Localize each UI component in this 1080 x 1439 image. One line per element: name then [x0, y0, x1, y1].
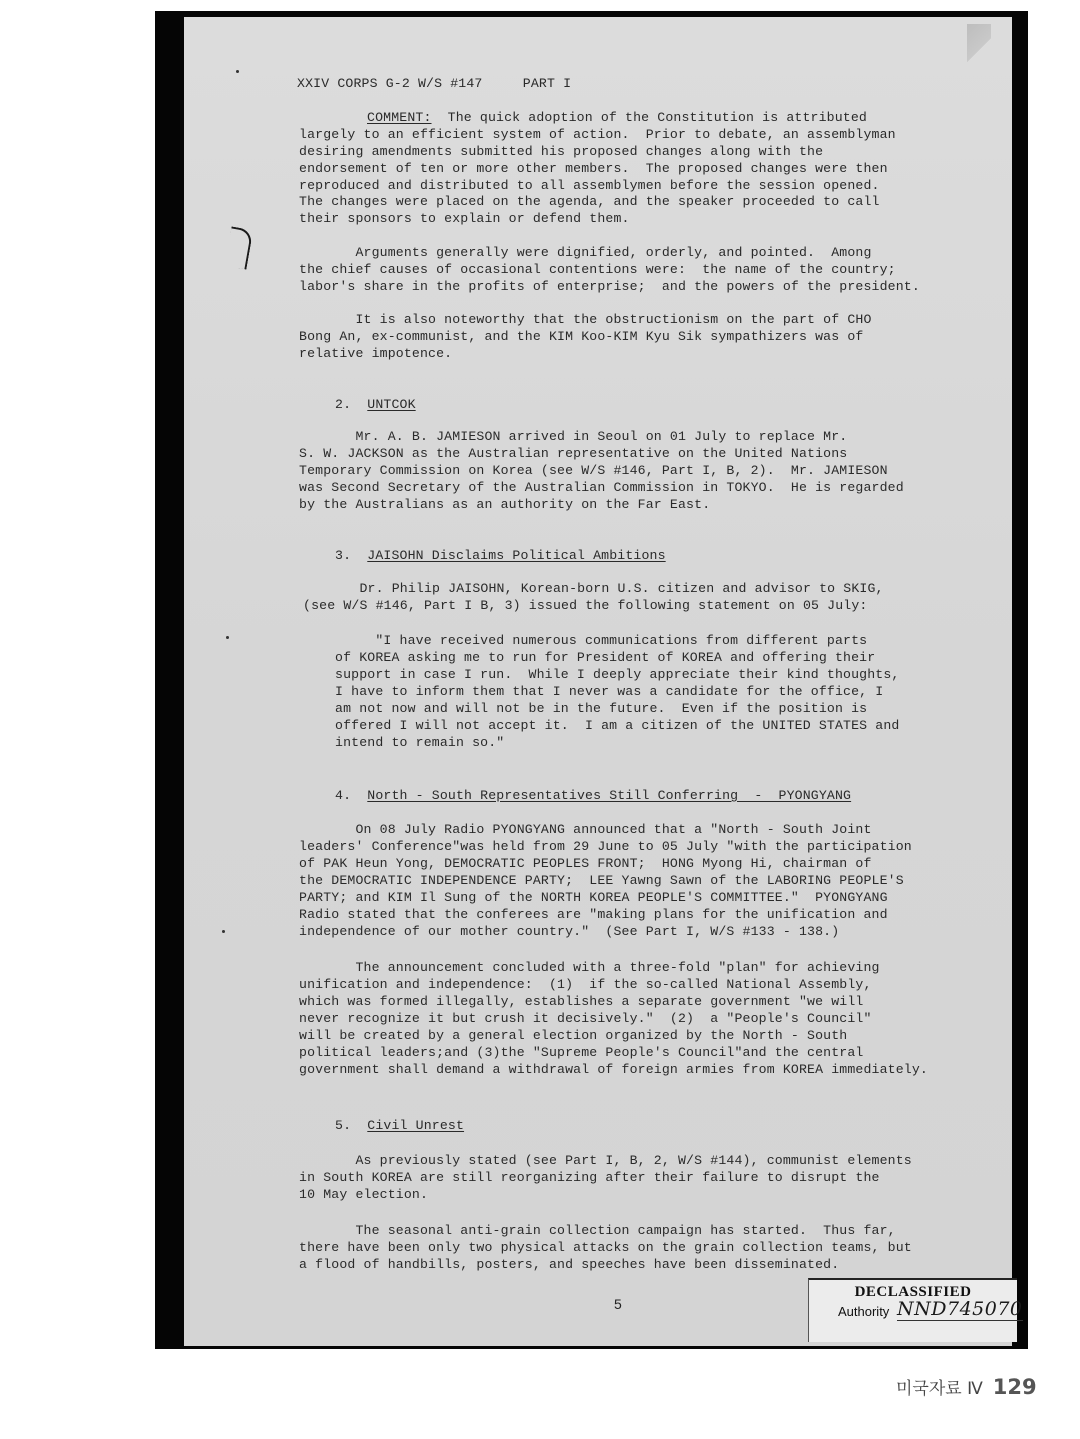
document-page-number: 5	[614, 1296, 622, 1312]
comment-line: desiring amendments submitted his proposed changes along with the	[299, 144, 824, 159]
section-2-line: was Second Secretary of the Australian Commission in TOKYO. He is regarded	[299, 480, 904, 495]
section-title: Civil Unrest	[367, 1118, 465, 1133]
section-2-line: Mr. A. B. JAMIESON arrived in Seoul on 01 July to replace Mr.	[299, 429, 848, 444]
comment-line: endorsement of ten or more other members. The proposed changes were then	[299, 161, 888, 176]
section-4-line: The announcement concluded with a three-fold "plan" for achieving	[299, 960, 880, 975]
section-title: North - South Representatives Still Conferring - PYONGYANG	[367, 788, 852, 803]
section-title: UNTCOK	[367, 397, 416, 412]
section-4-line: which was formed illegally, establishes a separate government "we will	[299, 994, 864, 1009]
section-4-line: will be created by a general election organized by the North - South	[299, 1028, 848, 1043]
quote-line: "I have received numerous communications from different parts	[335, 633, 868, 648]
section-number: 3.	[335, 548, 352, 563]
speck	[236, 70, 239, 73]
section-4-line: of PAK Heun Yong, DEMOCRATIC PEOPLES FRONT; HONG Myong Hi, chairman of	[299, 856, 872, 871]
arguments-line: Arguments generally were dignified, orderly, and pointed. Among	[299, 245, 872, 260]
stamp-title: DECLASSIFIED	[854, 1284, 972, 1300]
noteworthy-line: It is also noteworthy that the obstructionism on the part of CHO	[299, 312, 872, 327]
section-4-line: independence of our mother country." (See Part I, W/S #133 - 138.)	[299, 924, 840, 939]
quote-line: am not now and will not be in the future. Even if the position is	[335, 701, 868, 716]
quote-line: of KOREA asking me to run for President of KOREA and offering their	[335, 650, 876, 665]
section-4-line: Radio stated that the conferees are "making plans for the unification and	[299, 907, 888, 922]
book-footer-title: 미국자료 Ⅳ	[896, 1379, 983, 1399]
section-5-line: there have been only two physical attacks on the grain collection teams, but	[299, 1240, 912, 1255]
quote-line: I have to inform them that I never was a candidate for the office, I	[335, 684, 884, 699]
section-5-heading	[335, 1118, 464, 1135]
section-3-heading	[335, 548, 666, 565]
comment-line: The changes were placed on the agenda, and the speaker proceeded to call	[299, 194, 880, 209]
declassified-stamp	[808, 1278, 1023, 1342]
section-4-line: leaders' Conference"was held from 29 June to 05 July "with the participation	[299, 839, 912, 854]
speck	[226, 636, 229, 639]
section-4-line: PARTY; and KIM Il Sung of the NORTH KOREA PEOPLE'S COMMITTEE." PYONGYANG	[299, 890, 888, 905]
section-2-line: Temporary Commission on Korea (see W/S #146, Part I, B, 2). Mr. JAMIESON	[299, 463, 888, 478]
section-4-line: the DEMOCRATIC INDEPENDENCE PARTY; LEE Yawng Sawn of the LABORING PEOPLE'S	[299, 873, 904, 888]
stamp-authority-value: NND745070	[897, 1298, 1023, 1320]
comment-label-text: COMMENT:	[367, 110, 432, 125]
quote-line: support in case I run. While I deeply appreciate their kind thoughts,	[335, 667, 900, 682]
quote-line: offered I will not accept it. I am a citizen of the UNITED STATES and	[335, 718, 900, 733]
quote-line: intend to remain so."	[335, 735, 505, 750]
section-number: 5.	[335, 1118, 352, 1133]
book-page-number: 129	[992, 1375, 1037, 1399]
section-4-line: unification and independence: (1) if the so-called National Assembly,	[299, 977, 872, 992]
section-5-line: The seasonal anti-grain collection campaign has started. Thus far,	[299, 1223, 896, 1238]
comment-line: The quick adoption of the Constitution is attributed	[431, 110, 867, 125]
arguments-line: labor's share in the profits of enterprise; and the powers of the president.	[299, 279, 920, 294]
arguments-line: the chief causes of occasional contentions were: the name of the country;	[299, 262, 896, 277]
document-header: XXIV CORPS G-2 W/S #147 PART I	[297, 76, 572, 91]
section-2-line: by the Australians as an authority on the Far East.	[299, 497, 711, 512]
section-2-line: S. W. JACKSON as the Australian representative on the United Nations	[299, 446, 848, 461]
section-number: 4.	[335, 788, 352, 803]
noteworthy-line: relative impotence.	[299, 346, 453, 361]
noteworthy-line: Bong An, ex-communist, and the KIM Koo-KIM Kyu Sik sympathizers was of	[299, 329, 864, 344]
comment-line: reproduced and distributed to all assemblymen before the session opened.	[299, 178, 880, 193]
section-number: 2.	[335, 397, 352, 412]
section-4-line: political leaders;and (3)the "Supreme People's Council"and the central	[299, 1045, 864, 1060]
section-3-line: (see W/S #146, Part I B, 3) issued the following statement on 05 July:	[303, 598, 868, 613]
section-5-line: 10 May election.	[299, 1187, 429, 1202]
comment-label	[367, 110, 867, 127]
section-4-line: government shall demand a withdrawal of foreign armies from KOREA immediately.	[299, 1062, 928, 1077]
section-4-line: On 08 July Radio PYONGYANG announced that a "North - South Joint	[299, 822, 872, 837]
comment-line: their sponsors to explain or defend them.	[299, 211, 630, 226]
section-5-line: in South KOREA are still reorganizing after their failure to disrupt the	[299, 1170, 880, 1185]
section-2-heading	[335, 397, 416, 414]
section-3-line: Dr. Philip JAISOHN, Korean-born U.S. citizen and advisor to SKIG,	[303, 581, 884, 596]
book-footer	[896, 1374, 1037, 1399]
speck	[222, 930, 225, 933]
paper-corner-fold	[967, 24, 991, 64]
section-4-heading	[335, 788, 851, 805]
stamp-authority-label: Authority	[838, 1304, 890, 1319]
section-5-line: a flood of handbills, posters, and speeches have been disseminated.	[299, 1257, 840, 1272]
section-4-line: never recognize it but crush it decisively." (2) a "People's Council"	[299, 1011, 872, 1026]
section-5-line: As previously stated (see Part I, B, 2, W/S #144), communist elements	[299, 1153, 912, 1168]
comment-line: largely to an efficient system of action. Prior to debate, an assemblyman	[299, 127, 896, 142]
section-title: JAISOHN Disclaims Political Ambitions	[367, 548, 666, 563]
